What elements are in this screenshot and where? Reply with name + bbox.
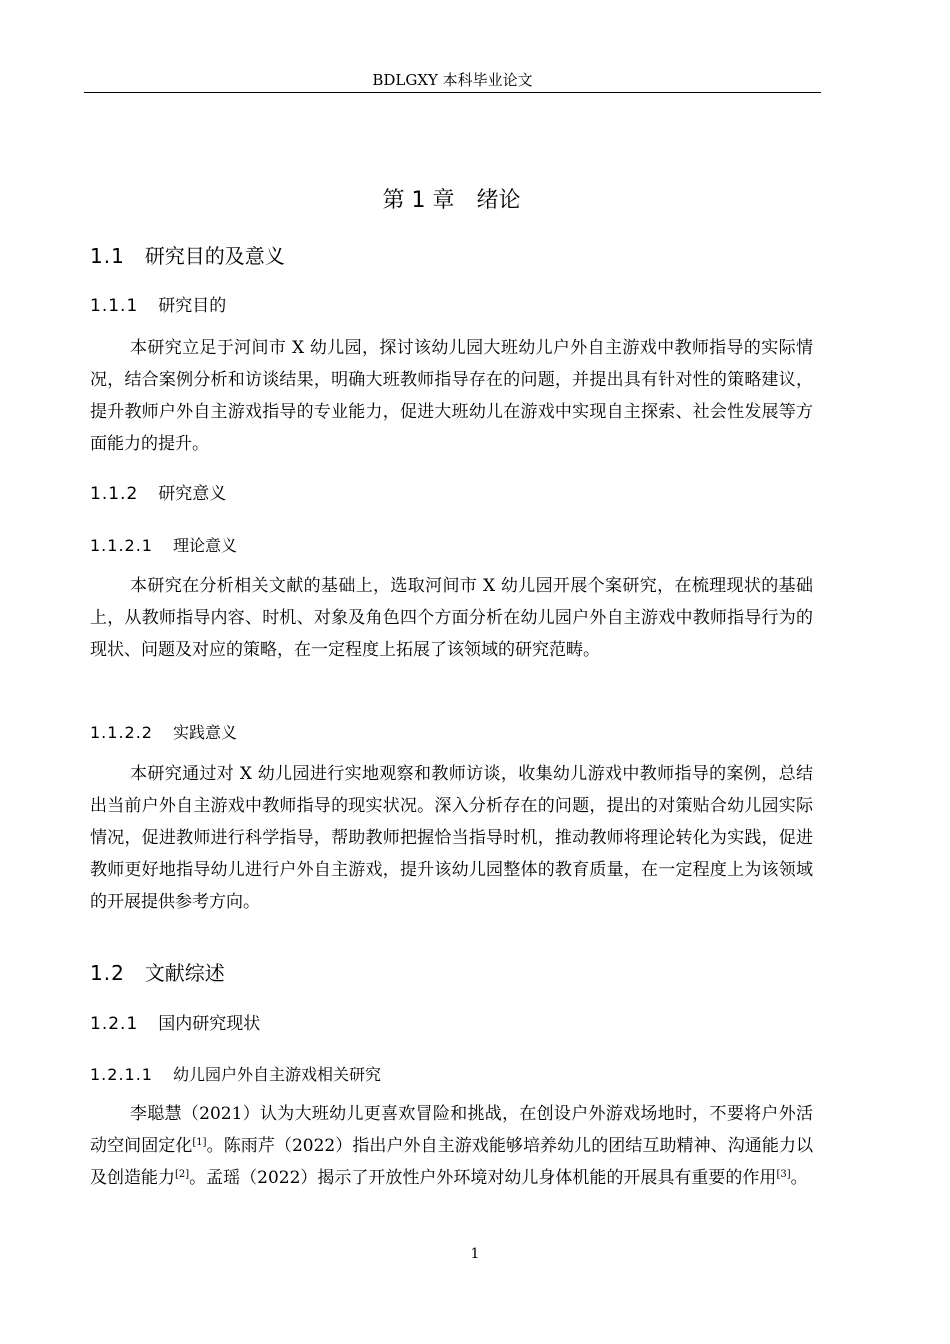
running-header: BDLGXY 本科毕业论文 <box>372 71 533 89</box>
section-heading-1-1-1 <box>90 294 226 318</box>
section-number: 1.1.1 <box>90 296 139 316</box>
section-heading-1-2-1 <box>90 1012 260 1036</box>
citation-ref: [1] <box>192 1137 207 1148</box>
section-number: 1.1.2.2 <box>90 723 153 742</box>
citation-ref: [3] <box>776 1169 791 1180</box>
paragraph-text: 。 <box>790 1168 808 1188</box>
section-heading-1-1 <box>90 242 285 270</box>
paragraph-text: 李聪慧（2021）认为大班幼儿更喜欢冒险和挑战，在创设户外游戏场地时，不要将户外活动空间固定化 <box>90 1104 813 1156</box>
section-title: 理论意义 <box>172 536 237 555</box>
section-heading-1-2-1-1 <box>90 1064 381 1086</box>
paragraph-outdoor-play-research <box>90 1098 813 1194</box>
chapter-title: 第 1 章 绪论 <box>382 187 521 213</box>
section-title: 文献综述 <box>144 961 225 985</box>
paragraph-theoretical-significance: 本研究在分析相关文献的基础上，选取河间市 X 幼儿园开展个案研究，在梳理现状的基础上，从教师指导内容、时机、对象及角色四个方面分析在幼儿园户外自主游戏中教师指导行为的现状、问题及对应的策略，在一定程度上拓展了该领域的研究范畴。 <box>90 576 813 660</box>
paragraph-text: 。孟瑶（2022）揭示了开放性户外环境对幼儿身体机能的开展具有重要的作用 <box>189 1168 777 1188</box>
section-title: 研究目的及意义 <box>144 244 285 268</box>
section-title: 实践意义 <box>172 723 237 742</box>
section-title: 研究目的 <box>158 296 227 316</box>
paragraph-text: 。陈雨芹（2022）指出户外自主游戏能够培养幼儿的团结互助精神、沟通能力以及创造能力 <box>90 1136 814 1188</box>
section-heading-1-2 <box>90 959 225 987</box>
section-heading-1-1-2-2 <box>90 722 237 744</box>
paragraph-practical-significance: 本研究通过对 X 幼儿园进行实地观察和教师访谈，收集幼儿游戏中教师指导的案例，总结出当前户外自主游戏中教师指导的现实状况。深入分析存在的问题，提出的对策贴合幼儿园实际情况，促进教师进行科学指导，帮助教师把握恰当指导时机，推动教师将理论转化为实践，促进教师更好地指导幼儿进行户外自主游戏，提升该幼儿园整体的教育质量，在一定程度上为该领域的开展提供参考方向。 <box>90 764 813 912</box>
section-number: 1.1 <box>90 244 125 268</box>
section-number: 1.2.1 <box>90 1014 139 1034</box>
section-number: 1.1.2.1 <box>90 536 153 555</box>
section-number: 1.2.1.1 <box>90 1065 153 1084</box>
section-heading-1-1-2-1 <box>90 535 237 557</box>
section-title: 国内研究现状 <box>158 1014 261 1034</box>
citation-ref: [2] <box>175 1169 190 1180</box>
section-title: 幼儿园户外自主游戏相关研究 <box>172 1065 381 1084</box>
page-number: 1 <box>470 1246 480 1262</box>
section-number: 1.1.2 <box>90 484 139 504</box>
section-heading-1-1-2 <box>90 482 226 506</box>
paragraph-research-purpose: 本研究立足于河间市 X 幼儿园，探讨该幼儿园大班幼儿户外自主游戏中教师指导的实际情况，结合案例分析和访谈结果，明确大班教师指导存在的问题，并提出具有针对性的策略建议，提升教师户外自主游戏指导的专业能力，促进大班幼儿在游戏中实现自主探索、社会性发展等方面能力的提升。 <box>90 338 813 454</box>
header-rule <box>84 92 821 93</box>
section-title: 研究意义 <box>158 484 227 504</box>
section-number: 1.2 <box>90 961 125 985</box>
